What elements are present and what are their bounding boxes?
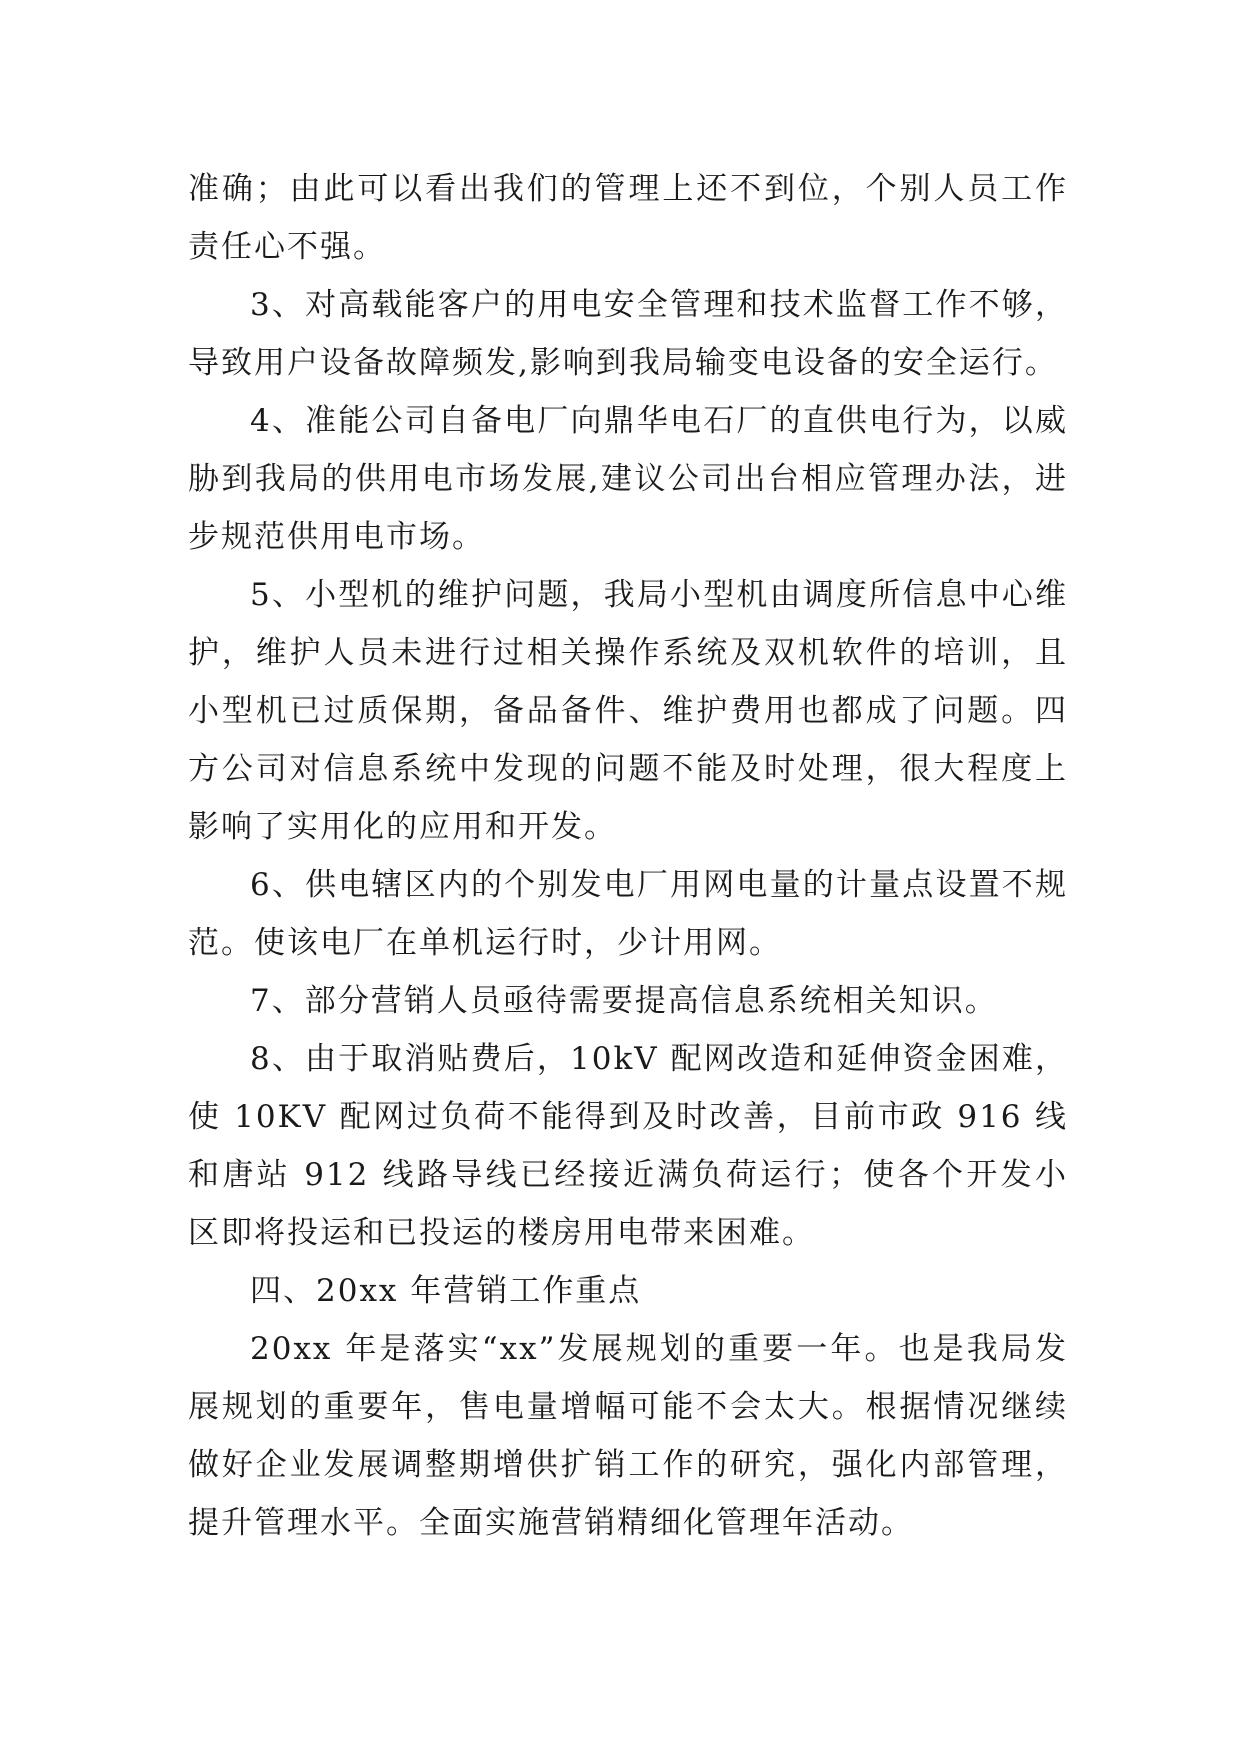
paragraph-item-3: 3、对高载能客户的用电安全管理和技术监督工作不够，导致用户设备故障频发,影响到我局输变电设备的安全运行。 [188, 287, 1068, 381]
paragraph-item-4: 4、准能公司自备电厂向鼎华电石厂的直供电行为，以威胁到我局的供用电市场发展,建议公司出台相应管理办法，进步规范供用电市场。 [188, 403, 1068, 555]
paragraph-item-8: 8、由于取消贴费后，10kV 配网改造和延伸资金困难，使 10KV 配网过负荷不能得到及时改善，目前市政 916 线和唐站 912 线路导线已经接近满负荷运行；使各个开发小区即将投运和已投运的楼房用电带来困难。 [188, 1041, 1068, 1251]
paragraph-item-6: 6、供电辖区内的个别发电厂用网电量的计量点设置不规范。使该电厂在单机运行时，少计用网。 [188, 867, 1068, 961]
paragraph-item-5: 5、小型机的维护问题，我局小型机由调度所信息中心维护，维护人员未进行过相关操作系统及双机软件的培训，且小型机已过质保期，备品备件、维护费用也都成了问题。四方公司对信息系统中发现的问题不能及时处理，很大程度上影响了实用化的应用和开发。 [188, 577, 1068, 845]
document-body [188, 160, 1068, 1552]
paragraph-item-7: 7、部分营销人员亟待需要提高信息系统相关知识。 [250, 983, 998, 1019]
section-heading: 四、20xx 年营销工作重点 [250, 1273, 642, 1309]
paragraph-continuation: 准确；由此可以看出我们的管理上还不到位，个别人员工作责任心不强。 [188, 171, 1068, 265]
paragraph-section-intro: 20xx 年是落实“xx”发展规划的重要一年。也是我局发展规划的重要年，售电量增幅可能不会太大。根据情况继续做好企业发展调整期增供扩销工作的研究，强化内部管理，提升管理水平。全面实施营销精细化管理年活动。 [188, 1331, 1068, 1541]
